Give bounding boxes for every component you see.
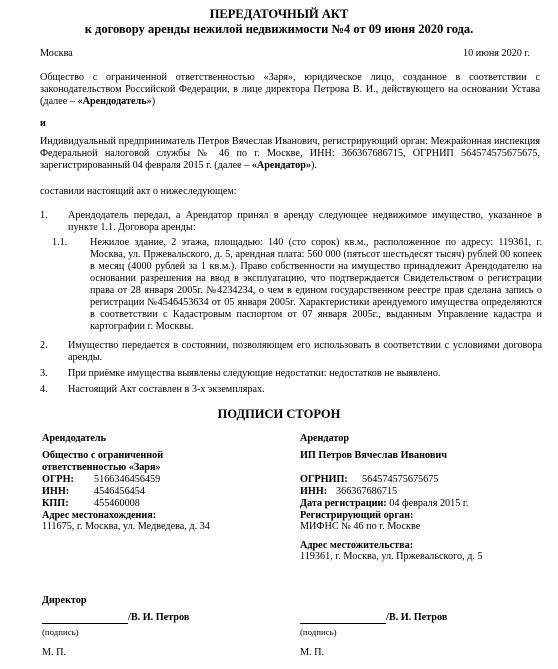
landlord-address-value: 111675, г. Москва, ул. Медведева, д. 34 <box>42 521 210 532</box>
subitem-number: 1.1. <box>52 237 68 248</box>
landlord-sign-caption: (подпись) <box>42 627 79 637</box>
tenant-inn-value: 366367686715 <box>336 486 398 497</box>
signatures-title: ПОДПИСИ СТОРОН <box>217 407 341 421</box>
compose-line: составили настоящий акт о нижеследующем: <box>40 186 237 197</box>
landlord-kpp-value: 455460008 <box>94 498 140 509</box>
landlord-inn-label: ИНН: <box>42 486 70 497</box>
tenant-signer: /В. И. Петров <box>386 612 448 623</box>
landlord-name-line1: Общество с ограниченной <box>42 450 164 461</box>
landlord-ogrn-row <box>42 474 160 486</box>
landlord-ogrn-value: 5166346456459 <box>94 474 161 485</box>
landlord-position: Директор <box>42 595 87 606</box>
party-landlord-tail: ) <box>151 96 156 107</box>
party-tenant-text: Индивидуальный предприниматель Петров Вячеслав Иванович, регистрирующий орган: Межрайонная инспекция Федеральной налоговой службы № 46 по г. Москве, ИНН: 366367686715, ОГРНИП 564574575675675, зарегистрированный 04 февраля 2015 г. (далее – <box>40 136 540 171</box>
landlord-name-line2: ответственностью «Заря» <box>42 462 161 473</box>
landlord-signature-field[interactable] <box>42 612 128 624</box>
city: Москва <box>40 48 73 59</box>
landlord-stamp: М. П. <box>42 647 67 658</box>
party-landlord-text: Общество с ограниченной ответственностью «Заря», юридическое лицо, созданное в соответствии с законодательством Российской Федерации, в лице директора Петрова В. И., действующего на основании Устава (далее – <box>40 72 540 107</box>
tenant-ogrnip-label: ОГРНИП: <box>300 474 348 485</box>
item-number: 4. <box>40 384 48 395</box>
tenant-name: ИП Петров Вячеслав Иванович <box>300 450 447 461</box>
tenant-regorg-label: Регистрирующий орган: <box>300 510 414 521</box>
party-tenant-tail: ). <box>311 160 317 171</box>
party-tenant-paragraph <box>40 136 540 172</box>
tenant-stamp: М. П. <box>300 647 325 658</box>
item-text: Настоящий Акт составлен в 3-х экземплярах. <box>68 384 265 395</box>
item-text: При приёмке имущества выявлены следующие недостатки: недостатков не выявлено. <box>68 368 441 379</box>
landlord-kpp-row <box>42 498 140 510</box>
tenant-sign-caption: (подпись) <box>300 627 337 637</box>
conjunction-and: и <box>40 118 46 129</box>
landlord-inn-row <box>42 486 145 498</box>
tenant-regorg-value: МИФНС № 46 по г. Москве <box>300 521 421 532</box>
item-number: 2. <box>40 340 48 351</box>
tenant-address-label: Адрес местожительства: <box>300 540 414 551</box>
tenant-signature-field[interactable] <box>300 612 386 624</box>
item-number: 3. <box>40 368 48 379</box>
item-text: Арендодатель передал, а Арендатор принял в аренду следующее недвижимое имущество, указанное в пункте 1.1. Договора аренды: <box>68 210 542 233</box>
item-number: 1. <box>40 210 48 221</box>
tenant-heading: Арендатор <box>300 433 350 444</box>
landlord-signer: /В. И. Петров <box>128 612 190 623</box>
tenant-regdate-label: Дата регистрации: <box>300 498 387 509</box>
landlord-inn-value: 4546456454 <box>94 486 145 497</box>
tenant-inn-label: ИНН: <box>300 486 328 497</box>
document-title: ПЕРЕДАТОЧНЫЙ АКТ <box>209 7 349 21</box>
landlord-heading: Арендодатель <box>42 433 106 444</box>
tenant-regdate-row <box>300 498 468 510</box>
landlord-kpp-label: КПП: <box>42 498 69 509</box>
landlord-ogrn-label: ОГРН: <box>42 474 74 485</box>
party-landlord-role: «Арендодатель» <box>77 96 152 107</box>
tenant-ogrnip-value: 564574575675675 <box>362 474 439 485</box>
tenant-ogrnip-row <box>300 474 438 486</box>
party-tenant-role: «Арендатор» <box>251 160 312 171</box>
tenant-signature-line <box>300 612 447 624</box>
subitem-text: Нежилое здание, 2 этажа, площадью: 140 (сто сорок) кв.м., расположенное по адресу: 119361, г. Москва, ул. Пржевальского, д. 5, арендная плата: 560 000 (пятьсот шестьдесят тысяч) рублей 00 копеек в месяц (4000 рублей за 1 кв.м.). Право собственности на имущество принадлежит Арендодателю на основании разрешения на ввод в эксплуатацию, что подтверждается Свидетельством о регистрации права от 28 января 2005г. №4234234, о чем в едином государственном реестре прав сделана запись о регистрации №4546453634 от 05 января 2005г. Характеристики арендуемого имущества определяются в соответствии с Кадастровым паспортом от 07 января 2005г., выданным Управление кадастра и картографии г. Москвы. <box>90 237 542 332</box>
landlord-signature-line <box>42 612 189 624</box>
tenant-regdate-value: 04 февраля 2015 г. <box>389 498 469 509</box>
item-text: Имущество передается в состоянии, позволяющем его использовать в соответствии с условиями договора аренды. <box>68 340 542 363</box>
document-subtitle: к договору аренды нежилой недвижимости №4 от 09 июня 2020 года. <box>84 22 474 36</box>
tenant-address-value: 119361, г. Москва, ул. Пржевальского, д. 5 <box>300 551 483 562</box>
tenant-inn-row <box>300 486 397 498</box>
party-landlord-paragraph <box>40 72 540 108</box>
document-date: 10 июня 2020 г. <box>463 48 530 59</box>
landlord-address-label: Адрес местонахождения: <box>42 510 157 521</box>
